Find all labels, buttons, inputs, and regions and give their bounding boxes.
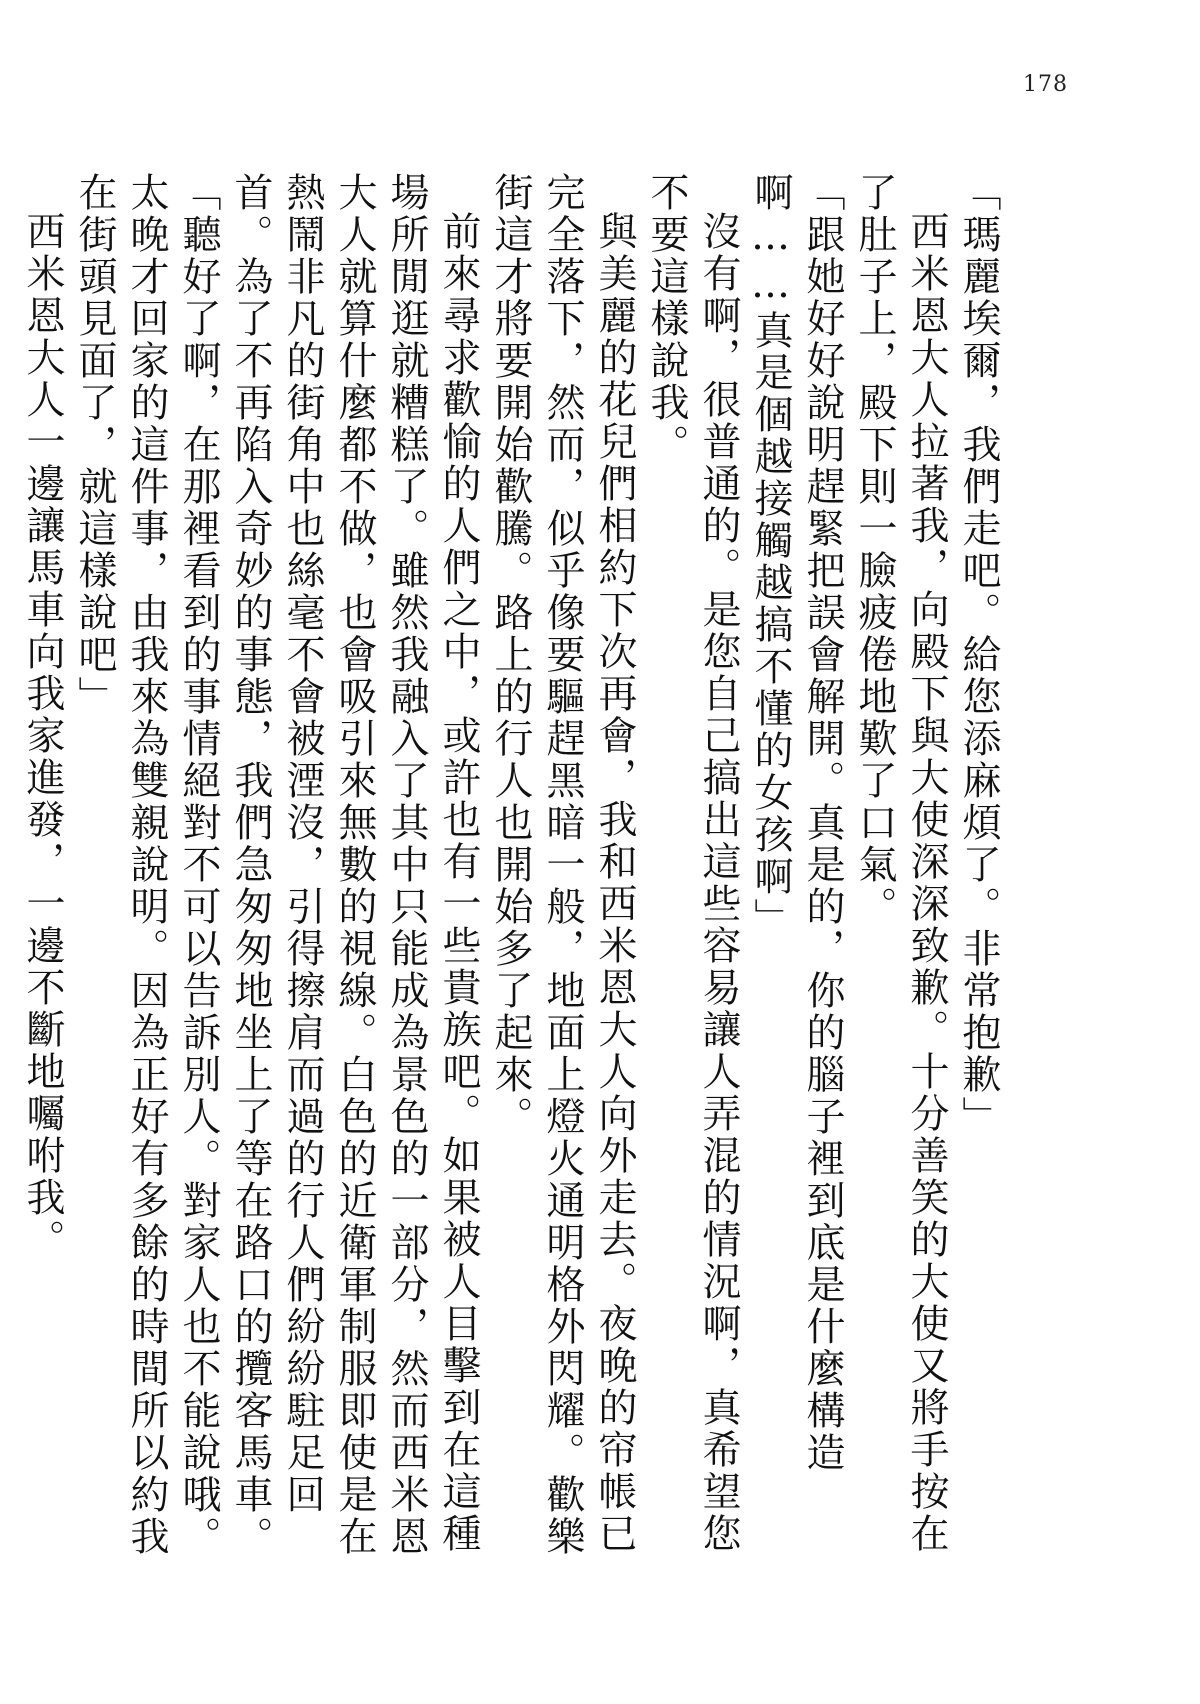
page-number: 178	[1023, 72, 1068, 97]
paragraph-narration-departure: 與美麗的花兒們相約下次再會，我和西米恩大人向外走去。夜晚的帘帳已完全落下，然而，似乎像要驅趕黑暗一般，地面上燈火通明格外閃耀。歡樂街這才將要開始歡騰。路上的行人也開始多了起來。	[488, 172, 637, 1558]
paragraph-dialogue-marielle: 「瑪麗埃爾，我們走吧。給您添麻煩了。非常抱歉」	[956, 172, 1001, 1138]
paragraph-dialogue-prince: 「跟她好好說明趕緊把誤會解開。真是的，你的腦子裡到底是什麼構造啊……真是個越接觸越搞不懂的女孩啊」	[748, 172, 845, 1474]
paragraph-dialogue-simeon: 「聽好了啊，在那裡看到的事情絕對不可以告訴別人。對家人也不能說哦。太晚才回家的這件事，由我來為雙親說明。因為正好有多餘的時間所以約我在街頭見面了，就這樣說吧」	[72, 172, 221, 1558]
paragraph-simeon-apology: 西米恩大人拉著我，向殿下與大使深深致歉。十分善笑的大使又將手按在了肚子上，殿下則一臉疲倦地歎了口氣。	[852, 172, 949, 1555]
vertical-text-body	[20, 172, 1004, 1572]
paragraph-narration-normal: 沒有啊，很普通的。是您自己搞出這些容易讓人弄混的情況啊，真希望您不要這樣說我。	[644, 172, 741, 1555]
paragraph-narration-nobles: 前來尋求歡愉的人們之中，或許也有一些貴族吧。如果被人目擊到在這種場所閒逛就糟糕了。雖然我融入了其中只能成為景色的一部分，然而西米恩大人就算什麼都不做，也會吸引來無數的視線。白色的近衛軍制服即使是在熱鬧非凡的街角中也絲毫不會被湮沒，引得擦肩而過的行人們紛紛駐足回首。為了不再陷入奇妙的事態，我們急匆匆地坐上了等在路口的攬客馬車。	[228, 172, 481, 1558]
paragraph-narration-carriage: 西米恩大人一邊讓馬車向我家進發，一邊不斷地囑咐我。	[20, 211, 65, 1261]
